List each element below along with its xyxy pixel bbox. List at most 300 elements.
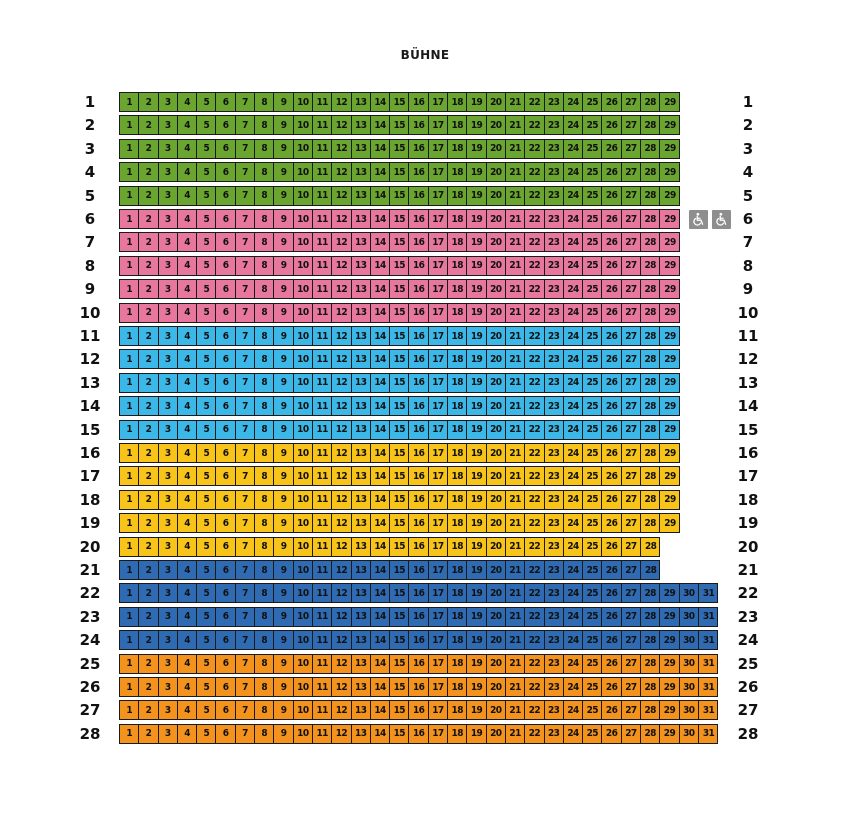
seat[interactable]: 30 xyxy=(680,678,699,696)
seat[interactable]: 24 xyxy=(564,140,583,158)
seat[interactable]: 17 xyxy=(429,467,448,485)
seat[interactable]: 21 xyxy=(506,350,525,368)
seat[interactable]: 24 xyxy=(564,608,583,626)
seat[interactable]: 14 xyxy=(371,397,390,415)
seat[interactable]: 9 xyxy=(274,561,293,579)
seat[interactable]: 6 xyxy=(216,491,235,509)
seat[interactable]: 21 xyxy=(506,280,525,298)
seat[interactable]: 28 xyxy=(641,93,660,111)
seat[interactable]: 19 xyxy=(467,163,486,181)
seat[interactable]: 18 xyxy=(448,350,467,368)
seat[interactable]: 26 xyxy=(602,678,621,696)
seat[interactable]: 25 xyxy=(583,93,602,111)
seat[interactable]: 3 xyxy=(159,93,178,111)
seat[interactable]: 9 xyxy=(274,608,293,626)
seat[interactable]: 27 xyxy=(622,187,641,205)
seat[interactable]: 24 xyxy=(564,421,583,439)
seat[interactable]: 27 xyxy=(622,538,641,556)
seat[interactable]: 16 xyxy=(409,467,428,485)
seat[interactable]: 24 xyxy=(564,561,583,579)
seat[interactable]: 25 xyxy=(583,257,602,275)
seat[interactable]: 25 xyxy=(583,561,602,579)
seat[interactable]: 9 xyxy=(274,327,293,345)
seat[interactable]: 4 xyxy=(178,140,197,158)
seat[interactable]: 22 xyxy=(525,421,544,439)
seat[interactable]: 11 xyxy=(313,397,332,415)
seat[interactable]: 3 xyxy=(159,374,178,392)
seat[interactable]: 27 xyxy=(622,491,641,509)
seat[interactable]: 23 xyxy=(545,725,564,743)
seat[interactable]: 10 xyxy=(294,725,313,743)
seat[interactable]: 28 xyxy=(641,116,660,134)
seat[interactable]: 17 xyxy=(429,93,448,111)
seat[interactable]: 6 xyxy=(216,280,235,298)
seat[interactable]: 28 xyxy=(641,280,660,298)
seat[interactable]: 10 xyxy=(294,397,313,415)
seat[interactable]: 17 xyxy=(429,350,448,368)
seat[interactable]: 26 xyxy=(602,538,621,556)
seat[interactable]: 16 xyxy=(409,116,428,134)
seat[interactable]: 30 xyxy=(680,725,699,743)
seat[interactable]: 2 xyxy=(139,655,158,673)
seat[interactable]: 18 xyxy=(448,561,467,579)
seat[interactable]: 25 xyxy=(583,444,602,462)
seat[interactable]: 20 xyxy=(487,701,506,719)
seat[interactable]: 13 xyxy=(352,397,371,415)
seat[interactable]: 7 xyxy=(236,584,255,602)
seat[interactable]: 3 xyxy=(159,280,178,298)
seat[interactable]: 28 xyxy=(641,444,660,462)
seat[interactable]: 2 xyxy=(139,514,158,532)
seat[interactable]: 16 xyxy=(409,280,428,298)
seat[interactable]: 16 xyxy=(409,163,428,181)
seat[interactable]: 26 xyxy=(602,444,621,462)
seat[interactable]: 27 xyxy=(622,397,641,415)
seat[interactable]: 27 xyxy=(622,327,641,345)
seat[interactable]: 4 xyxy=(178,444,197,462)
seat[interactable]: 29 xyxy=(664,190,676,202)
seat[interactable]: 20 xyxy=(487,397,506,415)
seat[interactable]: 25 xyxy=(583,304,602,322)
seat[interactable]: 14 xyxy=(371,514,390,532)
seat[interactable]: 31 xyxy=(702,728,715,740)
seat[interactable]: 28 xyxy=(641,187,660,205)
seat[interactable]: 3 xyxy=(159,467,178,485)
seat[interactable]: 2 xyxy=(139,374,158,392)
seat[interactable]: 18 xyxy=(448,584,467,602)
seat[interactable]: 2 xyxy=(139,631,158,649)
seat[interactable]: 14 xyxy=(371,350,390,368)
seat[interactable]: 28 xyxy=(641,140,660,158)
seat[interactable]: 27 xyxy=(622,725,641,743)
seat[interactable]: 8 xyxy=(255,678,274,696)
seat[interactable]: 13 xyxy=(352,350,371,368)
seat[interactable]: 3 xyxy=(159,491,178,509)
seat[interactable]: 7 xyxy=(236,491,255,509)
seat[interactable]: 2 xyxy=(139,444,158,462)
seat[interactable]: 11 xyxy=(313,584,332,602)
seat[interactable]: 8 xyxy=(255,631,274,649)
seat[interactable]: 9 xyxy=(274,655,293,673)
seat[interactable]: 16 xyxy=(409,538,428,556)
seat[interactable]: 1 xyxy=(120,280,139,298)
seat[interactable]: 19 xyxy=(467,631,486,649)
seat[interactable]: 27 xyxy=(622,116,641,134)
seat[interactable]: 18 xyxy=(448,257,467,275)
seat[interactable]: 7 xyxy=(236,210,255,228)
seat[interactable]: 25 xyxy=(583,631,602,649)
seat[interactable]: 15 xyxy=(390,655,409,673)
seat[interactable]: 20 xyxy=(487,280,506,298)
seat[interactable]: 26 xyxy=(602,163,621,181)
seat[interactable]: 13 xyxy=(352,631,371,649)
seat[interactable]: 22 xyxy=(525,678,544,696)
seat[interactable]: 25 xyxy=(583,467,602,485)
seat[interactable]: 8 xyxy=(255,187,274,205)
seat[interactable]: 14 xyxy=(371,538,390,556)
seat[interactable]: 20 xyxy=(487,561,506,579)
seat[interactable]: 9 xyxy=(274,444,293,462)
seat[interactable]: 14 xyxy=(371,421,390,439)
seat[interactable]: 29 xyxy=(664,424,676,436)
seat[interactable]: 28 xyxy=(641,163,660,181)
seat[interactable]: 1 xyxy=(120,678,139,696)
seat[interactable]: 18 xyxy=(448,163,467,181)
seat[interactable]: 10 xyxy=(294,514,313,532)
seat[interactable]: 19 xyxy=(467,374,486,392)
seat[interactable]: 6 xyxy=(216,257,235,275)
seat[interactable]: 4 xyxy=(178,280,197,298)
seat[interactable]: 12 xyxy=(332,163,351,181)
seat[interactable]: 4 xyxy=(178,116,197,134)
seat[interactable]: 2 xyxy=(139,257,158,275)
seat[interactable]: 25 xyxy=(583,421,602,439)
seat[interactable]: 8 xyxy=(255,304,274,322)
seat[interactable]: 30 xyxy=(680,631,699,649)
seat[interactable]: 27 xyxy=(622,701,641,719)
seat[interactable]: 7 xyxy=(236,140,255,158)
seat[interactable]: 3 xyxy=(159,421,178,439)
seat[interactable]: 24 xyxy=(564,116,583,134)
seat[interactable]: 10 xyxy=(294,116,313,134)
seat[interactable]: 13 xyxy=(352,655,371,673)
seat[interactable]: 20 xyxy=(487,444,506,462)
seat[interactable]: 5 xyxy=(197,514,216,532)
seat[interactable]: 18 xyxy=(448,678,467,696)
seat[interactable]: 8 xyxy=(255,561,274,579)
seat[interactable]: 10 xyxy=(294,140,313,158)
seat[interactable]: 14 xyxy=(371,187,390,205)
seat[interactable]: 16 xyxy=(409,140,428,158)
seat[interactable]: 15 xyxy=(390,327,409,345)
seat[interactable]: 27 xyxy=(622,631,641,649)
seat[interactable]: 11 xyxy=(313,116,332,134)
seat[interactable]: 4 xyxy=(178,210,197,228)
seat[interactable]: 28 xyxy=(641,467,660,485)
seat[interactable]: 7 xyxy=(236,514,255,532)
seat[interactable]: 28 xyxy=(641,725,660,743)
seat[interactable]: 28 xyxy=(641,397,660,415)
seat[interactable]: 6 xyxy=(216,514,235,532)
seat[interactable]: 7 xyxy=(236,304,255,322)
seat[interactable]: 19 xyxy=(467,444,486,462)
seat[interactable]: 14 xyxy=(371,444,390,462)
seat[interactable]: 27 xyxy=(622,93,641,111)
seat[interactable]: 27 xyxy=(622,678,641,696)
seat[interactable]: 28 xyxy=(645,564,657,576)
seat[interactable]: 9 xyxy=(274,116,293,134)
seat[interactable]: 14 xyxy=(371,257,390,275)
seat[interactable]: 10 xyxy=(294,608,313,626)
seat[interactable]: 19 xyxy=(467,280,486,298)
seat[interactable]: 30 xyxy=(680,701,699,719)
seat[interactable]: 27 xyxy=(622,140,641,158)
seat[interactable]: 14 xyxy=(371,491,390,509)
seat[interactable]: 20 xyxy=(487,514,506,532)
seat[interactable]: 21 xyxy=(506,116,525,134)
seat[interactable]: 24 xyxy=(564,725,583,743)
seat[interactable]: 24 xyxy=(564,467,583,485)
seat[interactable]: 4 xyxy=(178,163,197,181)
seat[interactable]: 12 xyxy=(332,210,351,228)
seat[interactable]: 1 xyxy=(120,514,139,532)
seat[interactable]: 22 xyxy=(525,444,544,462)
seat[interactable]: 29 xyxy=(664,353,676,365)
seat[interactable]: 15 xyxy=(390,701,409,719)
seat[interactable]: 16 xyxy=(409,655,428,673)
seat[interactable]: 15 xyxy=(390,725,409,743)
seat[interactable]: 13 xyxy=(352,93,371,111)
seat[interactable]: 6 xyxy=(216,140,235,158)
seat[interactable]: 23 xyxy=(545,678,564,696)
seat[interactable]: 12 xyxy=(332,725,351,743)
seat[interactable]: 26 xyxy=(602,421,621,439)
seat[interactable]: 12 xyxy=(332,327,351,345)
seat[interactable]: 20 xyxy=(487,631,506,649)
seat[interactable]: 11 xyxy=(313,187,332,205)
seat[interactable]: 7 xyxy=(236,561,255,579)
seat[interactable]: 16 xyxy=(409,374,428,392)
seat[interactable]: 21 xyxy=(506,631,525,649)
seat[interactable]: 29 xyxy=(664,307,676,319)
seat[interactable]: 21 xyxy=(506,444,525,462)
seat[interactable]: 16 xyxy=(409,678,428,696)
seat[interactable]: 12 xyxy=(332,233,351,251)
seat[interactable]: 18 xyxy=(448,421,467,439)
seat[interactable]: 5 xyxy=(197,701,216,719)
seat[interactable]: 11 xyxy=(313,725,332,743)
seat[interactable]: 28 xyxy=(641,304,660,322)
seat[interactable]: 19 xyxy=(467,140,486,158)
seat[interactable]: 22 xyxy=(525,538,544,556)
seat[interactable]: 9 xyxy=(274,163,293,181)
seat[interactable]: 12 xyxy=(332,444,351,462)
seat[interactable]: 23 xyxy=(545,327,564,345)
seat[interactable]: 12 xyxy=(332,397,351,415)
seat[interactable]: 25 xyxy=(583,327,602,345)
seat[interactable]: 7 xyxy=(236,655,255,673)
seat[interactable]: 29 xyxy=(664,447,676,459)
seat[interactable]: 16 xyxy=(409,233,428,251)
seat[interactable]: 18 xyxy=(448,187,467,205)
seat[interactable]: 7 xyxy=(236,257,255,275)
seat[interactable]: 26 xyxy=(602,655,621,673)
seat[interactable]: 20 xyxy=(487,584,506,602)
seat[interactable]: 12 xyxy=(332,304,351,322)
seat[interactable]: 23 xyxy=(545,655,564,673)
seat[interactable]: 4 xyxy=(178,655,197,673)
seat[interactable]: 28 xyxy=(641,210,660,228)
seat[interactable]: 22 xyxy=(525,584,544,602)
seat[interactable]: 1 xyxy=(120,233,139,251)
seat[interactable]: 12 xyxy=(332,538,351,556)
seat[interactable]: 5 xyxy=(197,257,216,275)
seat[interactable]: 2 xyxy=(139,327,158,345)
seat[interactable]: 4 xyxy=(178,257,197,275)
seat[interactable]: 26 xyxy=(602,514,621,532)
seat[interactable]: 3 xyxy=(159,140,178,158)
seat[interactable]: 3 xyxy=(159,210,178,228)
seat[interactable]: 28 xyxy=(641,631,660,649)
seat[interactable]: 16 xyxy=(409,491,428,509)
seat[interactable]: 21 xyxy=(506,725,525,743)
seat[interactable]: 28 xyxy=(641,327,660,345)
seat[interactable]: 20 xyxy=(487,467,506,485)
seat[interactable]: 8 xyxy=(255,327,274,345)
seat[interactable]: 26 xyxy=(602,608,621,626)
seat[interactable]: 26 xyxy=(602,701,621,719)
seat[interactable]: 7 xyxy=(236,467,255,485)
seat[interactable]: 19 xyxy=(467,257,486,275)
seat[interactable]: 25 xyxy=(583,725,602,743)
seat[interactable]: 29 xyxy=(664,377,676,389)
seat[interactable]: 2 xyxy=(139,467,158,485)
seat[interactable]: 11 xyxy=(313,491,332,509)
seat[interactable]: 3 xyxy=(159,678,178,696)
seat[interactable]: 26 xyxy=(602,140,621,158)
seat[interactable]: 6 xyxy=(216,561,235,579)
seat[interactable]: 15 xyxy=(390,561,409,579)
seat[interactable]: 8 xyxy=(255,280,274,298)
seat[interactable]: 7 xyxy=(236,678,255,696)
seat[interactable]: 4 xyxy=(178,467,197,485)
seat[interactable]: 2 xyxy=(139,140,158,158)
seat[interactable]: 11 xyxy=(313,444,332,462)
seat[interactable]: 26 xyxy=(602,397,621,415)
seat[interactable]: 10 xyxy=(294,678,313,696)
seat[interactable]: 8 xyxy=(255,655,274,673)
seat[interactable]: 26 xyxy=(602,491,621,509)
seat[interactable]: 1 xyxy=(120,561,139,579)
seat[interactable]: 28 xyxy=(641,374,660,392)
seat[interactable]: 4 xyxy=(178,187,197,205)
seat[interactable]: 21 xyxy=(506,140,525,158)
seat[interactable]: 5 xyxy=(197,584,216,602)
seat[interactable]: 6 xyxy=(216,701,235,719)
seat[interactable]: 10 xyxy=(294,561,313,579)
seat[interactable]: 10 xyxy=(294,187,313,205)
seat[interactable]: 26 xyxy=(602,561,621,579)
seat[interactable]: 19 xyxy=(467,116,486,134)
seat[interactable]: 8 xyxy=(255,701,274,719)
seat[interactable]: 22 xyxy=(525,561,544,579)
seat[interactable]: 19 xyxy=(467,304,486,322)
seat[interactable]: 11 xyxy=(313,163,332,181)
seat[interactable]: 13 xyxy=(352,280,371,298)
seat[interactable]: 8 xyxy=(255,210,274,228)
seat[interactable]: 25 xyxy=(583,538,602,556)
seat[interactable]: 29 xyxy=(660,608,679,626)
seat[interactable]: 26 xyxy=(602,631,621,649)
seat[interactable]: 1 xyxy=(120,187,139,205)
seat[interactable]: 1 xyxy=(120,584,139,602)
seat[interactable]: 19 xyxy=(467,467,486,485)
seat[interactable]: 3 xyxy=(159,608,178,626)
seat[interactable]: 29 xyxy=(664,213,676,225)
seat[interactable]: 31 xyxy=(702,658,715,670)
seat[interactable]: 13 xyxy=(352,327,371,345)
seat[interactable]: 22 xyxy=(525,514,544,532)
seat[interactable]: 24 xyxy=(564,514,583,532)
seat[interactable]: 6 xyxy=(216,631,235,649)
seat[interactable]: 20 xyxy=(487,233,506,251)
seat[interactable]: 17 xyxy=(429,210,448,228)
seat[interactable]: 6 xyxy=(216,163,235,181)
seat[interactable]: 7 xyxy=(236,233,255,251)
seat[interactable]: 6 xyxy=(216,187,235,205)
seat[interactable]: 5 xyxy=(197,374,216,392)
seat[interactable]: 24 xyxy=(564,350,583,368)
seat[interactable]: 16 xyxy=(409,327,428,345)
seat[interactable]: 19 xyxy=(467,397,486,415)
seat[interactable]: 10 xyxy=(294,257,313,275)
seat[interactable]: 24 xyxy=(564,233,583,251)
seat[interactable]: 25 xyxy=(583,187,602,205)
seat[interactable]: 27 xyxy=(622,655,641,673)
seat[interactable]: 26 xyxy=(602,327,621,345)
seat[interactable]: 4 xyxy=(178,678,197,696)
seat[interactable]: 19 xyxy=(467,93,486,111)
seat[interactable]: 11 xyxy=(313,140,332,158)
seat[interactable]: 10 xyxy=(294,655,313,673)
seat[interactable]: 3 xyxy=(159,444,178,462)
seat[interactable]: 8 xyxy=(255,725,274,743)
seat[interactable]: 7 xyxy=(236,187,255,205)
seat[interactable]: 5 xyxy=(197,631,216,649)
seat[interactable]: 15 xyxy=(390,397,409,415)
seat[interactable]: 26 xyxy=(602,257,621,275)
seat[interactable]: 25 xyxy=(583,514,602,532)
seat[interactable]: 23 xyxy=(545,631,564,649)
seat[interactable]: 17 xyxy=(429,678,448,696)
seat[interactable]: 26 xyxy=(602,280,621,298)
seat[interactable]: 23 xyxy=(545,514,564,532)
seat[interactable]: 17 xyxy=(429,514,448,532)
seat[interactable]: 1 xyxy=(120,467,139,485)
seat[interactable]: 4 xyxy=(178,608,197,626)
seat[interactable]: 26 xyxy=(602,584,621,602)
seat[interactable]: 26 xyxy=(602,187,621,205)
seat[interactable]: 16 xyxy=(409,304,428,322)
seat[interactable]: 17 xyxy=(429,163,448,181)
seat[interactable]: 6 xyxy=(216,210,235,228)
seat[interactable]: 23 xyxy=(545,350,564,368)
seat[interactable]: 19 xyxy=(467,655,486,673)
seat[interactable]: 20 xyxy=(487,608,506,626)
seat[interactable]: 22 xyxy=(525,116,544,134)
seat[interactable]: 16 xyxy=(409,397,428,415)
seat[interactable]: 17 xyxy=(429,327,448,345)
